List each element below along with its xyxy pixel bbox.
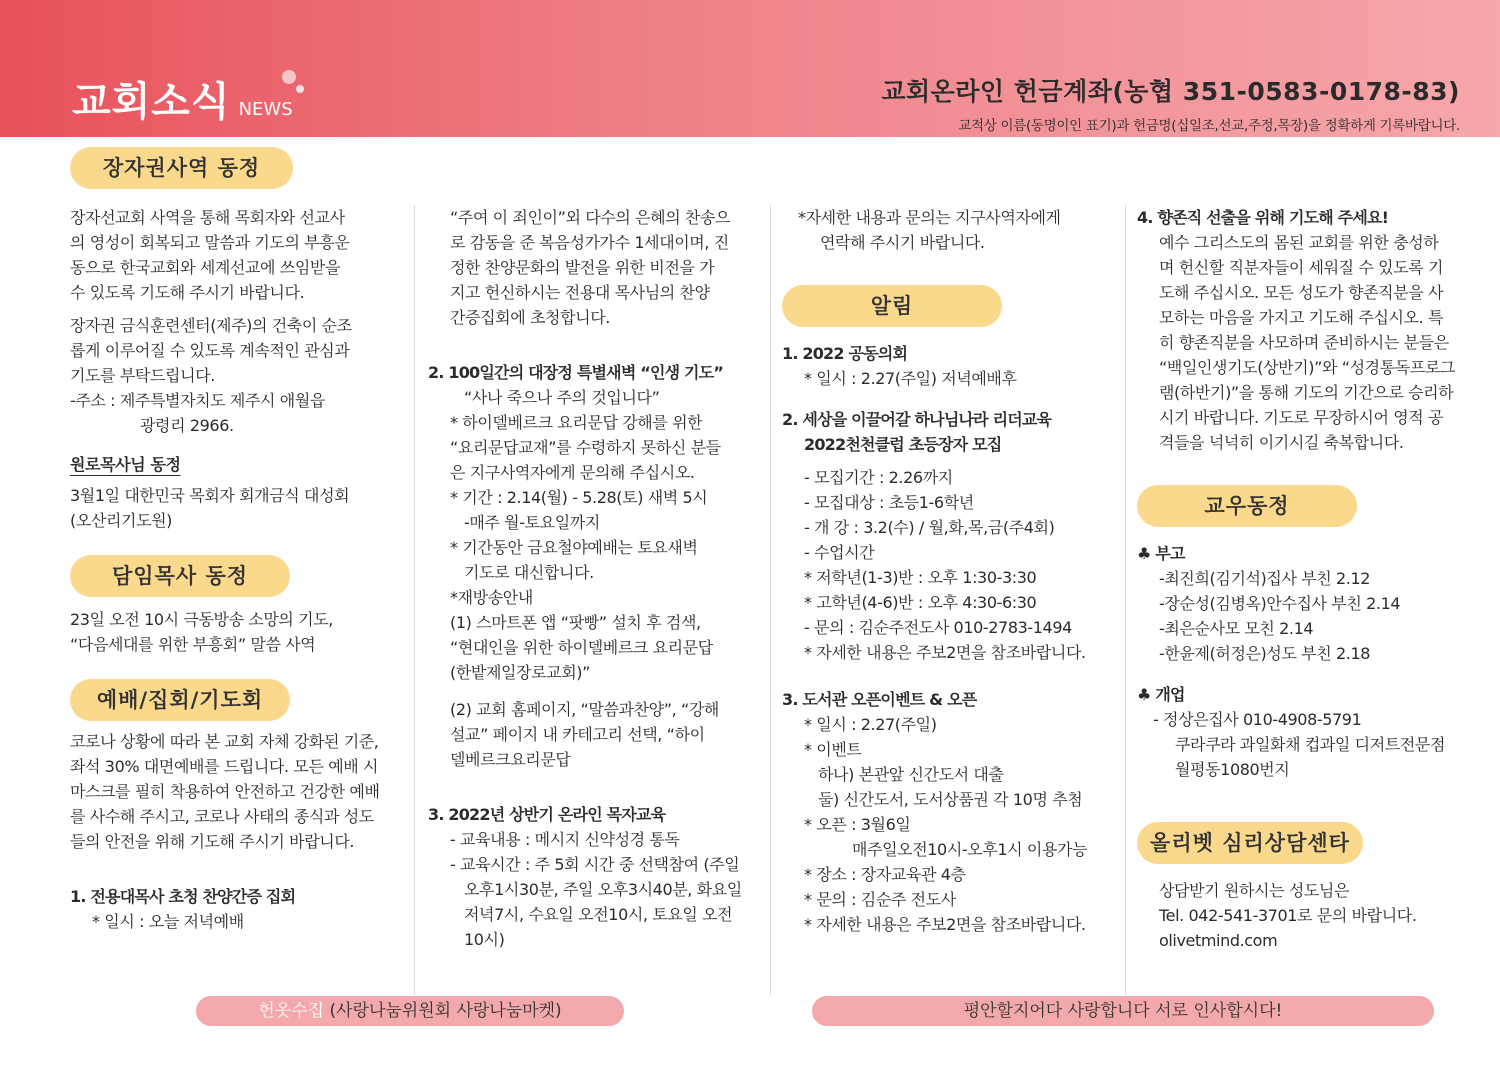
text-line: - 수업시간 — [804, 543, 875, 562]
text-line: 간증집회에 초청합니다. — [450, 308, 610, 327]
section-title-olivet: 올리벳 심리상담센타 — [1137, 822, 1363, 864]
text-line: - 모집기간 : 2.26까지 — [804, 468, 953, 487]
account-title: 교회온라인 헌금계좌(농협 351-0583-0178-83) — [881, 77, 1460, 106]
text-line: 장자선교회 사역을 통해 목회자와 선교사 — [70, 208, 345, 227]
text-line: 모하는 마음을 가지고 기도해 주십시오. 특 — [1159, 308, 1444, 327]
address-line: 광령리 2966. — [140, 416, 234, 435]
text-line: * 저학년(1-3)반 : 오후 1:30-3:30 — [804, 568, 1037, 587]
notice-item-3: 3. 도서관 오픈이벤트 & 오픈 — [782, 690, 977, 709]
item-online-training: 3. 2022년 상반기 온라인 목자교육 — [428, 805, 666, 824]
text-line: 를 사수해 주시고, 코로나 사태의 종식과 성도 — [70, 807, 374, 826]
text-line: (2) 교회 홈페이지, “말씀과찬양”, “강해 — [450, 700, 719, 719]
text-line: * 문의 : 김순주 전도사 — [804, 890, 956, 909]
text-line: 코로나 상황에 따라 본 교회 자체 강화된 기준, — [70, 732, 379, 751]
text-line: 은 지구사역자에게 문의해 주십시오. — [450, 463, 695, 482]
brand — [72, 70, 293, 127]
text-line: *자세한 내용과 문의는 지구사역자에게 — [798, 208, 1061, 227]
dawn-prayer-homepage — [428, 697, 763, 772]
text-line: 저녁7시, 수요일 오전10시, 토요일 오전 — [464, 905, 733, 924]
text-line: 히 향존직분을 사모하며 준비하시는 분들은 — [1159, 333, 1449, 352]
text-line: -매주 월-토요일까지 — [464, 513, 600, 532]
text-line: 격들을 넉넉히 이기시길 축복합니다. — [1159, 433, 1404, 452]
paragraph-jangja-2 — [70, 313, 405, 438]
text-line: * 일시 : 2.27(주일) — [804, 715, 937, 734]
text-line: 지고 헌신하시는 전용대 목사님의 찬양 — [450, 283, 710, 302]
text-line: (1) 스마트폰 앱 “팟빵” 설치 후 검색, — [450, 613, 701, 632]
notice-item-2-details — [782, 465, 1122, 665]
notice-item-2-sub: 2022천천클럽 초등장자 모집 — [804, 435, 1002, 454]
text-line: - 교육시간 : 주 5회 시간 중 선택참여 (주일 — [450, 855, 740, 874]
text-line: “요리문답교재”를 수령하지 못하신 분들 — [450, 438, 721, 457]
text-line: * 하이델베르크 요리문답 강해를 위한 — [450, 413, 703, 432]
text-line: * 장소 : 장자교육관 4층 — [804, 865, 966, 884]
footer-clothing-drive — [196, 996, 624, 1026]
text-line: 도해 주십시오. 모든 성도가 향존직분을 사 — [1159, 283, 1444, 302]
section-title-jangja: 장자권사역 동정 — [70, 147, 293, 189]
column-divider — [770, 205, 771, 995]
column-divider — [1125, 205, 1126, 995]
notice-item-2: 2. 세상을 이끌어갈 하나님나라 리더교육 — [782, 410, 1052, 429]
footer-clothing-text: (사랑나눔위원회 사랑나눔마켓) — [324, 1001, 562, 1021]
list-item: 쿠라쿠라 과일화채 컵과일 디저트전문점 — [1175, 735, 1446, 754]
text-line: 둘) 신간도서, 도서상품권 각 10명 추첨 — [818, 790, 1083, 809]
text-line: * 기간 : 2.14(월) - 5.28(토) 새벽 5시 — [450, 488, 708, 507]
opening-list — [1137, 707, 1467, 782]
footer-greeting: 평안할지어다 사랑합니다 서로 인사합시다! — [812, 996, 1434, 1026]
section-title-senior-pastor: 담임목사 동정 — [70, 555, 290, 597]
text-line: (오산리기도원) — [70, 511, 173, 530]
obituary-list — [1137, 566, 1467, 666]
list-item: -한윤제(허정은)성도 부친 2.18 — [1159, 644, 1371, 663]
list-item: -최진희(김기석)집사 부친 2.12 — [1159, 569, 1371, 588]
text-line: 롭게 이루어질 수 있도록 계속적인 관심과 — [70, 341, 350, 360]
text-line: - 개 강 : 3.2(수) / 월,화,목,금(주4회) — [804, 518, 1055, 537]
text-line: 로 감동을 준 복음성가가수 1세대이며, 진 — [450, 233, 729, 252]
text-line: - 문의 : 김순주전도사 010-2783-1494 — [804, 618, 1072, 637]
list-item: -최은순사모 모친 2.14 — [1159, 619, 1314, 638]
paragraph-elder-pastor — [70, 483, 405, 533]
text-line: * 이벤트 — [804, 740, 862, 759]
text-line: “주여 이 죄인이”외 다수의 은혜의 찬송으 — [450, 208, 731, 227]
dawn-prayer-quote: “사나 죽으나 주의 것입니다” — [464, 388, 660, 407]
text-line: 램(하반기)”을 통해 기도의 기간으로 승리하 — [1159, 383, 1454, 402]
text-line: 들의 안전을 위해 기도해 주시기 바랍니다. — [70, 832, 355, 851]
item-dawn-prayer: 2. 100일간의 대장정 특별새벽 “인생 기도” — [428, 363, 724, 382]
paragraph-senior-pastor — [70, 607, 405, 657]
account-note: 교적상 이름(동명이인 표기)과 헌금명(십일조,선교,주정,목장)을 정확하게 기록바랍니다. — [958, 118, 1460, 134]
website-link: olivetmind.com — [1159, 931, 1278, 950]
text-line: 델베르크요리문답 — [450, 750, 571, 769]
text-line: 연락해 주시기 바랍니다. — [820, 233, 985, 252]
text-line: 예수 그리스도의 몸된 교회를 위한 충성하 — [1159, 233, 1439, 252]
list-item: - 정상은집사 010-4908-5791 — [1153, 710, 1362, 729]
text-line: 오후1시30분, 주일 오후3시40분, 화요일 — [464, 880, 742, 899]
text-line: 좌석 30% 대면예배를 드립니다. 모든 예배 시 — [70, 757, 379, 776]
decorative-dot-icon — [282, 70, 296, 84]
column-3 — [782, 205, 1122, 937]
text-line: * 자세한 내용은 주보2면을 참조바랍니다. — [804, 915, 1086, 934]
opening-label: ♣ 개업 — [1137, 685, 1185, 704]
online-training-details — [428, 827, 763, 952]
text-line: “현대인을 위한 하이델베르크 요리문답 — [450, 638, 713, 657]
column-4 — [1137, 205, 1467, 953]
text-line: 3월1일 대한민국 목회자 회개금식 대성회 — [70, 486, 350, 505]
list-item: -장순성(김병옥)안수집사 부친 2.14 — [1159, 594, 1401, 613]
text-line: Tel. 042-541-3701로 문의 바랍니다. — [1159, 906, 1417, 925]
text-line: “백일인생기도(상반기)”와 “성경통독프로그 — [1159, 358, 1455, 377]
text-line: * 기간동안 금요철야예배는 토요새벽 — [450, 538, 698, 557]
text-line: 매주일오전10시-오후1시 이용가능 — [852, 840, 1088, 859]
text-line: 기도를 부탁드립니다. — [70, 366, 215, 385]
notice-item-1: 1. 2022 공동의회 — [782, 344, 908, 363]
page-title: 교회소식 — [72, 79, 231, 125]
text-line: 23일 오전 10시 극동방송 소망의 기도, — [70, 610, 333, 629]
text-line: 하나) 본관앞 신간도서 대출 — [818, 765, 1004, 784]
column-1 — [70, 205, 405, 934]
column-2 — [428, 205, 763, 952]
item-concert-date: * 일시 : 오늘 저녁예배 — [92, 912, 244, 931]
text-line: 10시) — [464, 930, 505, 949]
text-line: 며 헌신할 직분자들이 세워질 수 있도록 기 — [1159, 258, 1444, 277]
dawn-prayer-details — [428, 410, 763, 685]
obituary-label: ♣ 부고 — [1137, 544, 1185, 563]
offering-account — [881, 72, 1460, 134]
decorative-dot-icon — [296, 85, 304, 93]
paragraph-olivet — [1137, 878, 1467, 953]
text-line: 상담받기 원하시는 성도님은 — [1159, 881, 1350, 900]
text-line: 의 영성이 회복되고 말씀과 기도의 부흥운 — [70, 233, 350, 252]
text-line: * 고학년(4-6)반 : 오후 4:30-6:30 — [804, 593, 1037, 612]
text-line: 장자권 금식훈련센터(제주)의 건축이 순조 — [70, 316, 352, 335]
address-line: -주소 : 제주특별자치도 제주시 애월읍 — [70, 391, 325, 410]
text-line: *재방송안내 — [450, 588, 533, 607]
text-line: * 자세한 내용은 주보2면을 참조바랍니다. — [804, 643, 1086, 662]
text-line: (한밭제일장로교회)” — [450, 663, 591, 682]
header-banner — [0, 0, 1500, 137]
text-line: 동으로 한국교회와 세계선교에 쓰임받을 — [70, 258, 341, 277]
text-line: - 모집대상 : 초등1-6학년 — [804, 493, 974, 512]
text-line: “다음세대를 위한 부흥회” 말씀 사역 — [70, 635, 316, 654]
text-line: * 오픈 : 3월6일 — [804, 815, 911, 834]
text-line: 마스크를 필히 착용하여 안전하고 건강한 예배 — [70, 782, 380, 801]
text-line: 수 있도록 기도해 주시기 바랍니다. — [70, 283, 305, 302]
footer-highlight: 헌옷수집 — [258, 1001, 325, 1021]
item-elder-election: 4. 향존직 선출을 위해 기도해 주세요! — [1137, 208, 1389, 227]
sub-heading-elder-pastor: 원로목사님 동정 — [70, 455, 181, 474]
list-item: 월평동1080번지 — [1175, 760, 1290, 779]
column-divider — [414, 205, 415, 995]
notice-item-3-details — [782, 712, 1122, 937]
item-concert: 1. 전용대목사 초청 찬양간증 집회 — [70, 887, 296, 906]
text-line: 기도로 대신합니다. — [464, 563, 594, 582]
news-label: NEWS — [238, 99, 293, 120]
section-title-members: 교우동정 — [1137, 485, 1357, 527]
text-line: 설교” 페이지 내 카테고리 선택, “하이 — [450, 725, 705, 744]
paragraph-worship — [70, 729, 405, 854]
text-line: 정한 찬양문화의 발전을 위한 비전을 가 — [450, 258, 715, 277]
notice-item-1-date: * 일시 : 2.27(주일) 저녁예배후 — [804, 369, 1017, 388]
paragraph-contact — [782, 205, 1122, 255]
paragraph-elder-election — [1137, 230, 1467, 455]
text-line: - 교육내용 : 메시지 신약성경 통독 — [450, 830, 680, 849]
paragraph-concert — [428, 205, 763, 330]
paragraph-jangja-1 — [70, 205, 405, 305]
section-title-notice: 알림 — [782, 285, 1002, 327]
section-title-worship: 예배/집회/기도회 — [70, 679, 290, 721]
text-line: 시기 바랍니다. 기도로 무장하시어 영적 공 — [1159, 408, 1444, 427]
